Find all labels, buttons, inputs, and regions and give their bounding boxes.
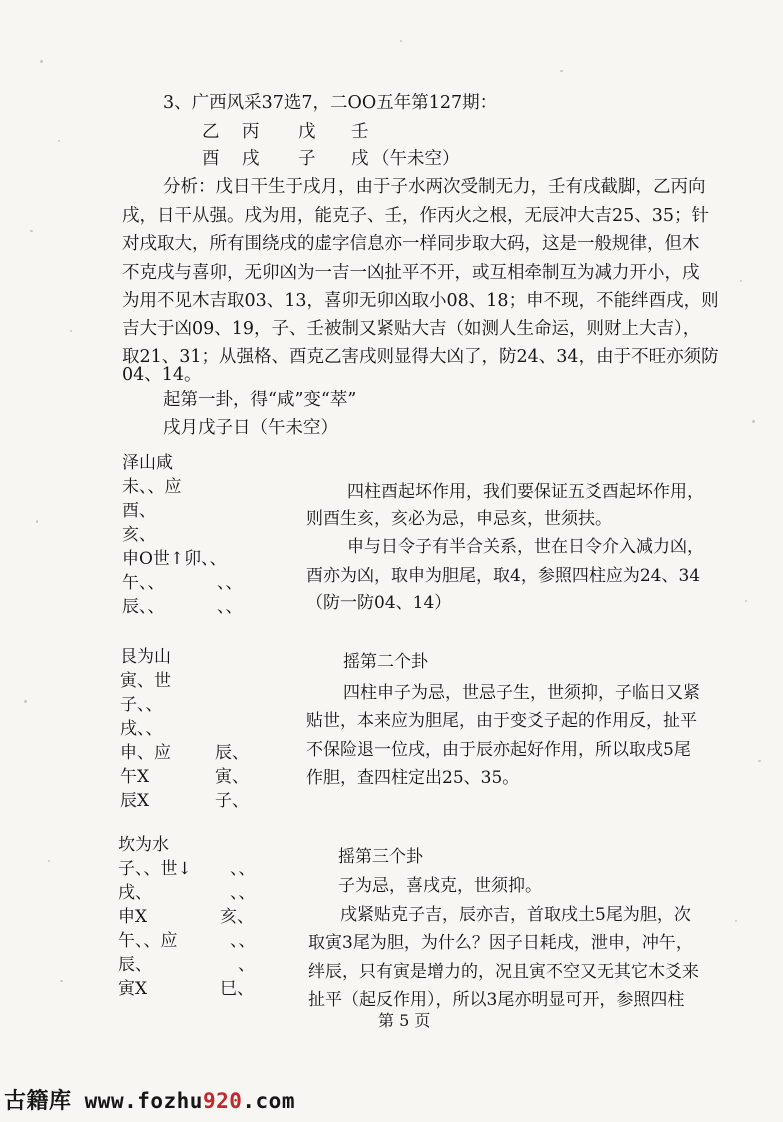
yao-line (122, 524, 227, 548)
yao-left: 辰X (120, 791, 150, 811)
gua3-text-line: 扯平（起反作用），所以3尾亦明显可开，参照四柱 (308, 990, 685, 1010)
yao-right: 、、 (230, 931, 256, 951)
branch-hour: 戌 (351, 149, 369, 169)
yao-line (118, 930, 256, 954)
gua1-text-line: 申与日令子有半合关系，世在日令介入减力凶， (347, 537, 704, 557)
stem-month: 丙 (242, 122, 260, 142)
yao-line (118, 882, 256, 906)
gua3-text-line: 子为忌，喜戌克，世须抑。 (338, 876, 542, 896)
watermark-url-tail: .com (242, 1089, 295, 1113)
yao-line (120, 766, 249, 790)
analysis-line: 不克戌与喜卯，无卯凶为一吉一凶扯平不开，或互相牵制互为减力开小，戌 (122, 263, 700, 283)
stem-hour: 壬 (351, 122, 369, 142)
watermark-url-num: 920 (202, 1089, 243, 1113)
branch-month: 戌 (242, 149, 260, 169)
yao-right: 、 (238, 955, 255, 975)
analysis-line: 吉大于凶09、19，子、壬被制又紧贴大吉（如测人生命运，则财上大吉）， (122, 319, 701, 339)
gua1-text-line: 酉亦为凶，取申为胆尾，取4，参照四柱应为24、34 (306, 566, 701, 586)
first-gua-date: 戌月戊子日（午未空） (163, 418, 338, 438)
void-note: （午未空） (372, 149, 460, 169)
gua3-text-line: 戌紧贴克子吉，辰亦吉，首取戌土5尾为胆，次 (340, 905, 691, 925)
gua3-header: 摇第三个卦 (338, 847, 423, 867)
gua2-text-line: 不保险退一位戌，由于辰亦起好作用，所以取戌5尾 (306, 740, 691, 760)
yao-line (122, 500, 227, 524)
analysis-line: 戌，日干从强。戌为用，能克子、壬，作丙火之根，无辰冲大吉25、35；针 (122, 206, 710, 226)
yao-left: 酉、 (122, 501, 156, 521)
gua1-diagram (122, 452, 243, 620)
branch-day: 子 (298, 149, 316, 169)
yao-left: 亥、 (122, 525, 156, 545)
analysis-line: 对戌取大，所有围绕戌的虚字信息亦一样同步取大码，这是一般规律，但木 (122, 234, 700, 254)
yao-line (122, 596, 243, 620)
site-watermark (4, 1084, 295, 1115)
yao-left: 午、、 (122, 573, 165, 593)
gua1-text-line: （防一防04、14） (306, 593, 452, 613)
branch-year: 酉 (202, 149, 220, 169)
example-heading: 3、广西风采37选7，二OO五年第127期： (163, 93, 498, 113)
analysis-line: 分析：戊日干生于戌月，由于子水两次受制无力，壬有戌截脚，乙丙向 (163, 177, 706, 197)
yao-left: 未、、应 (122, 477, 182, 497)
gua1-text-line: 则酉生亥，亥必为忌，申忌亥，世须扶。 (306, 509, 612, 529)
gua1-text-line: 四柱酉起坏作用，我们要保证五爻酉起坏作用， (347, 482, 704, 502)
yao-right: 、、 (217, 597, 243, 617)
stem-day: 戊 (298, 122, 316, 142)
yao-line (118, 858, 256, 882)
yao-right: 、、 (230, 859, 256, 879)
yao-line (118, 954, 255, 978)
yao-line (122, 476, 227, 500)
yao-left: 午X (120, 767, 150, 787)
yao-right: 、、 (230, 883, 256, 903)
yao-right: 子、 (215, 791, 249, 811)
gua3-text-line: 绊辰，只有寅是增力的，况且寅不空又无其它木爻来 (308, 962, 699, 982)
yao-right: 巳、 (220, 979, 254, 999)
gua3-diagram (118, 834, 256, 1002)
yao-left: 申、应 (120, 743, 171, 763)
gua3-title: 坎为水 (118, 835, 169, 855)
yao-left: 戌、、 (120, 719, 163, 739)
yao-left: 子、、 (120, 695, 163, 715)
gua3-text-line: 取寅3尾为胆，为什么？因子日耗戌，泄申，冲午， (308, 933, 693, 953)
yao-line (120, 718, 171, 742)
yao-right: 、、 (217, 573, 243, 593)
gua2-text-line: 贴世，本来应为胆尾，由于变爻子起的作用反，扯平 (306, 711, 697, 731)
yao-left: 午、、应 (118, 931, 178, 951)
gua2-title: 艮为山 (120, 647, 171, 667)
yao-line (118, 906, 254, 930)
analysis-line: 为用不见木吉取03、13，喜卯无卯凶取小08、18；申不现，不能绊酉戌，则 (122, 291, 719, 311)
yao-line (120, 694, 171, 718)
stem-year: 乙 (202, 122, 220, 142)
yao-left: 辰、 (118, 955, 152, 975)
gua1-title: 泽山咸 (122, 453, 173, 473)
yao-left: 寅、世 (120, 671, 171, 691)
yao-line (120, 742, 249, 766)
yao-right: 亥、 (220, 907, 254, 927)
yao-left: 寅X (118, 979, 148, 999)
analysis-line: 取21、31；从强格、酉克乙害戌则显得大凶了，防24、34，由于不旺亦须防 (122, 347, 719, 367)
watermark-name: 古籍库 (4, 1089, 72, 1114)
analysis-line: 04、14。 (122, 365, 202, 385)
gua2-header: 摇第二个卦 (343, 652, 428, 672)
yao-left: 子、、世↓ (118, 859, 192, 879)
gua2-text-line: 作胆，查四柱定出25、35。 (306, 768, 520, 788)
gua2-text-line: 四柱申子为忌，世忌子生，世须抑，子临日又紧 (343, 683, 700, 703)
yao-line (118, 978, 254, 1002)
yao-left: 申X (118, 907, 148, 927)
yao-right: 辰、 (215, 743, 249, 763)
gua2-diagram (120, 646, 249, 814)
yao-line (122, 548, 227, 572)
page-number: 第 5 页 (378, 1011, 431, 1030)
yao-left: 申O世↑卯、、 (122, 549, 227, 569)
yao-right: 寅、 (215, 767, 249, 787)
yao-line (120, 670, 171, 694)
yao-left: 辰、、 (122, 597, 165, 617)
yao-line (120, 790, 249, 814)
yao-line (122, 572, 243, 596)
watermark-url-main: www.fozhu (71, 1089, 203, 1113)
yao-left: 戌、 (118, 883, 152, 903)
first-gua-intro: 起第一卦，得“咸”变“萃” (163, 390, 357, 410)
